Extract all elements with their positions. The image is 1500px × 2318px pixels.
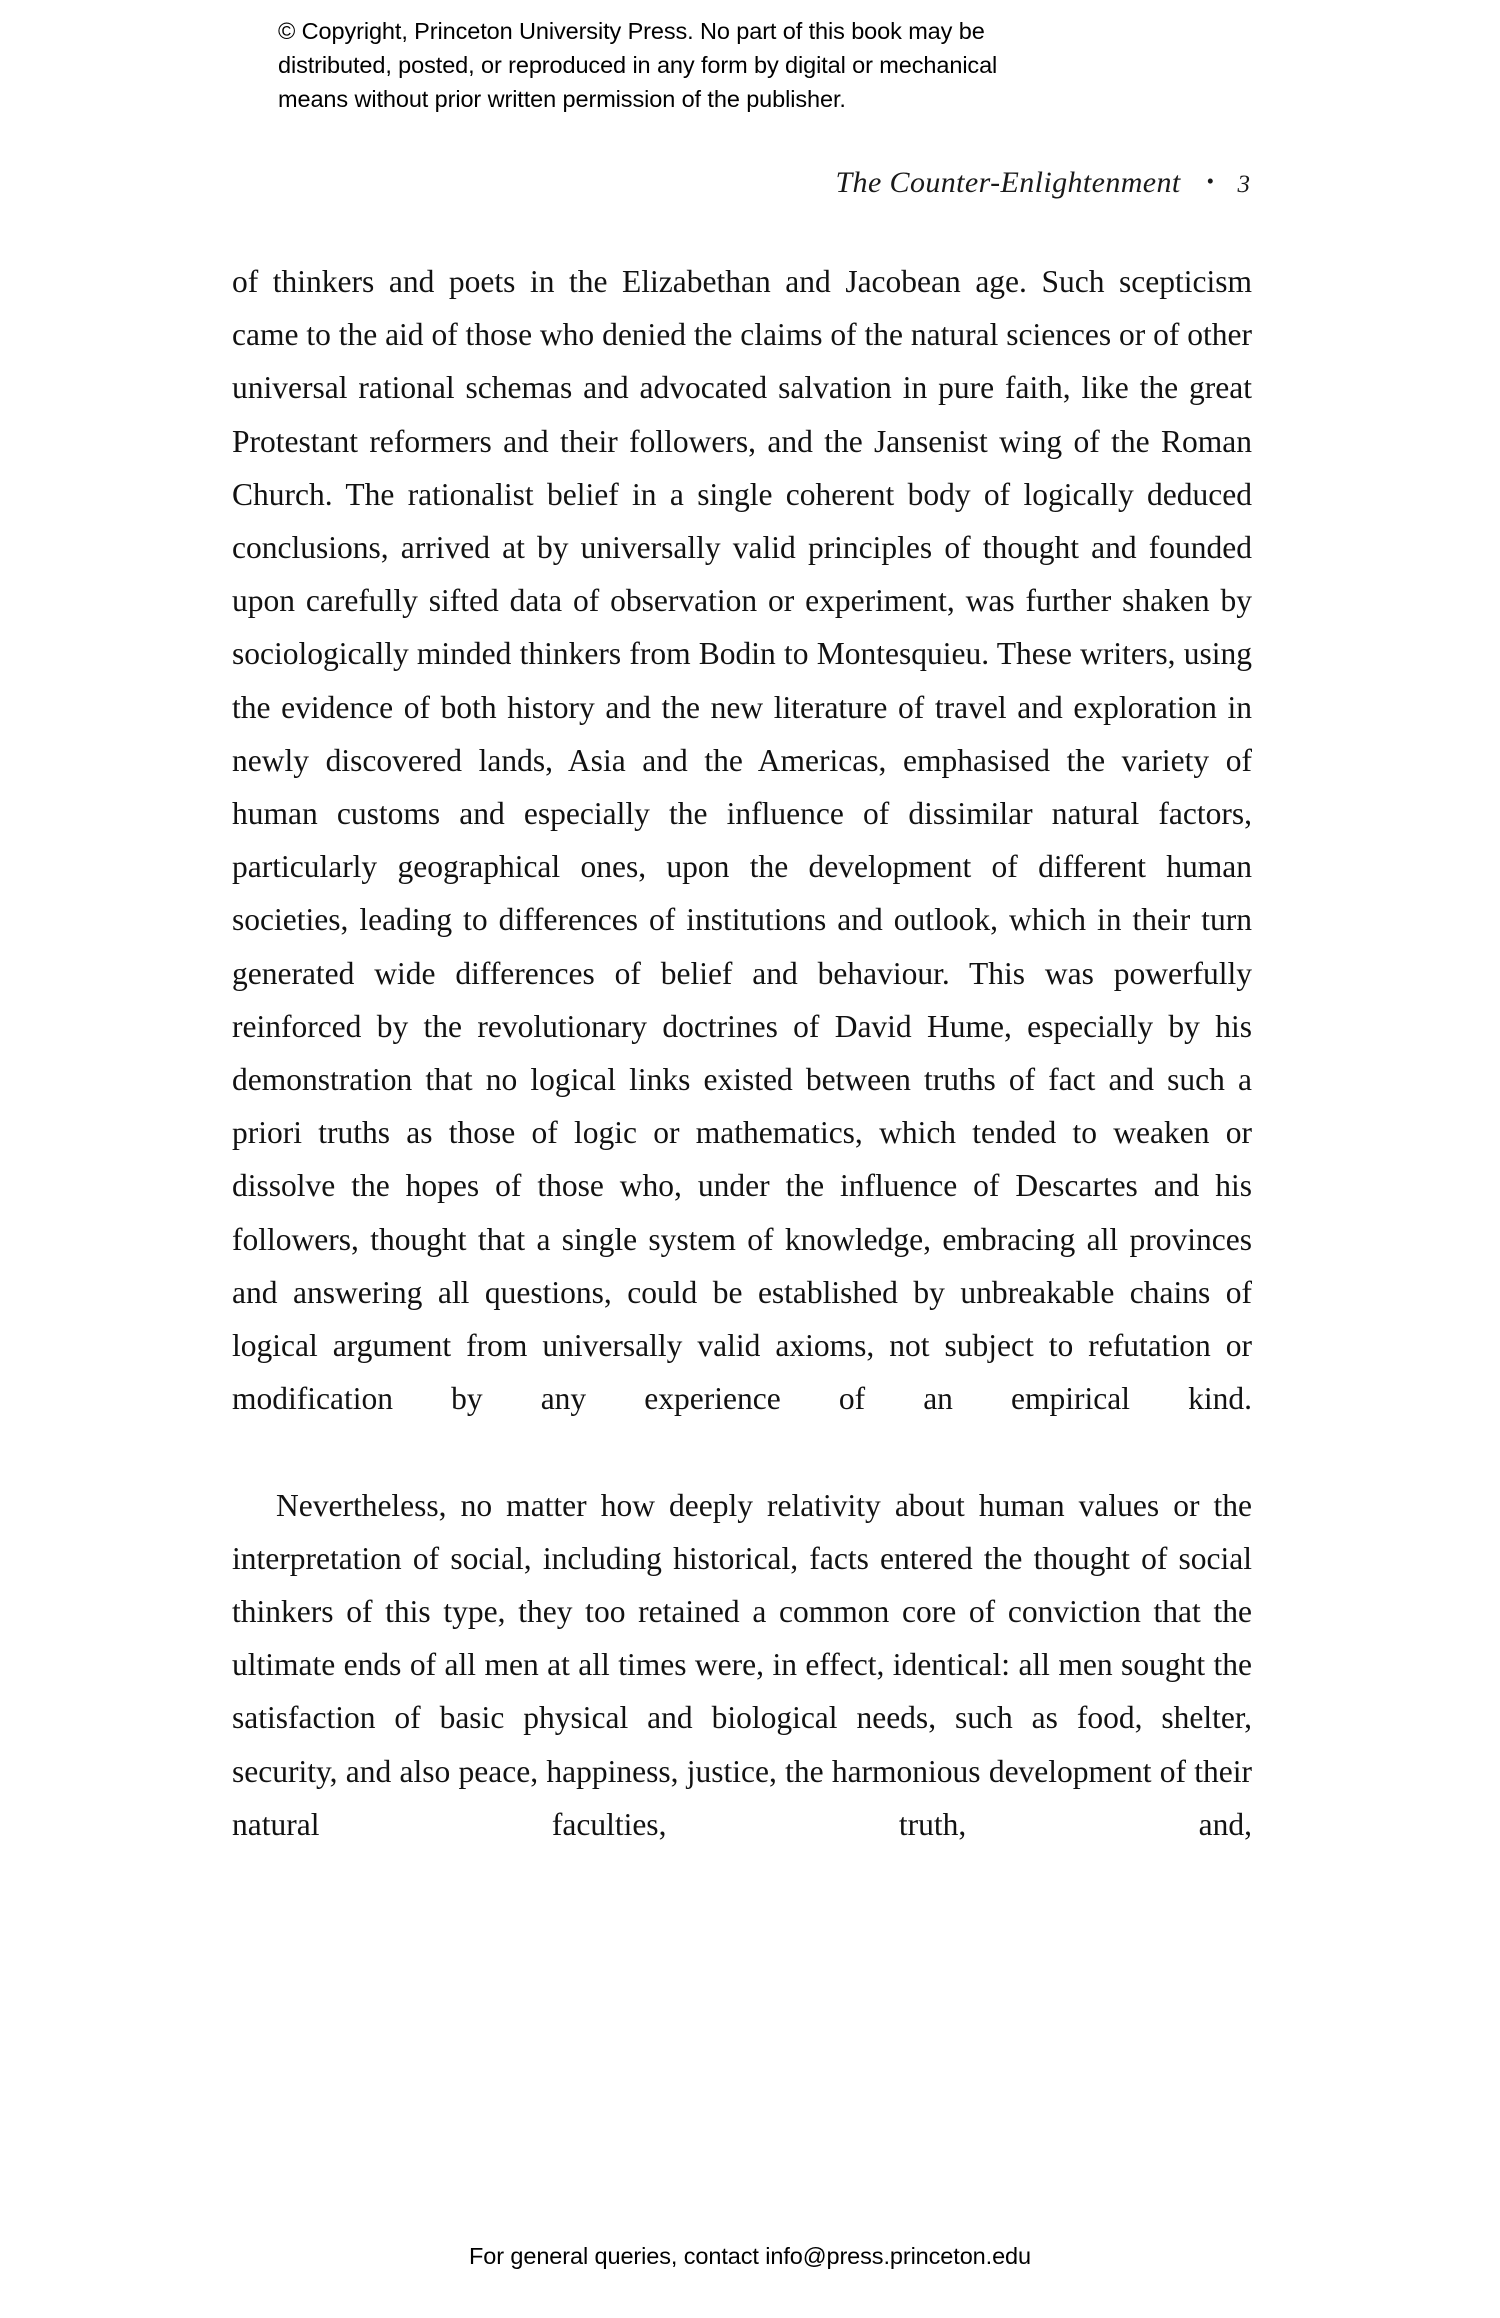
copyright-notice — [278, 14, 1218, 116]
footer-text: For general queries, contact info@press.princeton.edu — [469, 2243, 1031, 2269]
page-body — [232, 255, 1252, 1904]
running-head-title: The Counter-Enlightenment — [835, 166, 1181, 199]
page-footer — [0, 2243, 1500, 2270]
body-paragraph: of thinkers and poets in the Elizabethan and Jacobean age. Such scepticism came to the aid of those who denied the claims of the natural sciences or of other universal rational schemas and advocated salvation in pure faith, like the great Protestant reformers and their followers, and the Jansenist wing of the Roman Church. The rationalist belief in a single coherent body of logically deduced conclusions, arrived at by universally valid principles of thought and founded upon carefully sifted data of observation or experiment, was further shaken by sociologically minded thinkers from Bodin to Montesquieu. These writers, using the evidence of both history and the new literature of travel and exploration in newly discovered lands, Asia and the Americas, emphasised the variety of human customs and especially the influence of dissimilar natural factors, particularly geographical ones, upon the development of different human societies, leading to differences of institutions and outlook, which in their turn generated wide differences of belief and behaviour. This was powerfully reinforced by the revolutionary doctrines of David Hume, especially by his demonstration that no logical links existed between truths of fact and such a priori truths as those of logic or mathematics, which tended to weaken or dissolve the hopes of those who, under the influence of Descartes and his followers, thought that a single system of knowledge, embracing all provinces and answering all questions, could be established by unbreakable chains of logical argument from universally valid axioms, not subject to refutation or modification by any experience of an empirical kind. — [232, 264, 1252, 1417]
page-number: 3 — [1237, 171, 1250, 198]
body-paragraph: Nevertheless, no matter how deeply relativity about human values or the interpretation of social, including historical, facts entered the thought of social thinkers of this type, they too retained a common core of conviction that the ultimate ends of all men at all times were, in effect, identical: all men sought the satisfaction of basic physical and biological needs, such as food, shelter, security, and also peace, happiness, justice, the harmonious development of their natural faculties, truth, and, — [232, 1487, 1252, 1842]
copyright-line-1: © Copyright, Princeton University Press. No part of this book may be — [278, 18, 985, 44]
bullet-separator-icon: • — [1206, 169, 1214, 193]
copyright-line-2: distributed, posted, or reproduced in any form by digital or mechanical — [278, 52, 998, 78]
running-head — [835, 166, 1250, 200]
copyright-line-3: means without prior written permission of the publisher. — [278, 86, 846, 112]
